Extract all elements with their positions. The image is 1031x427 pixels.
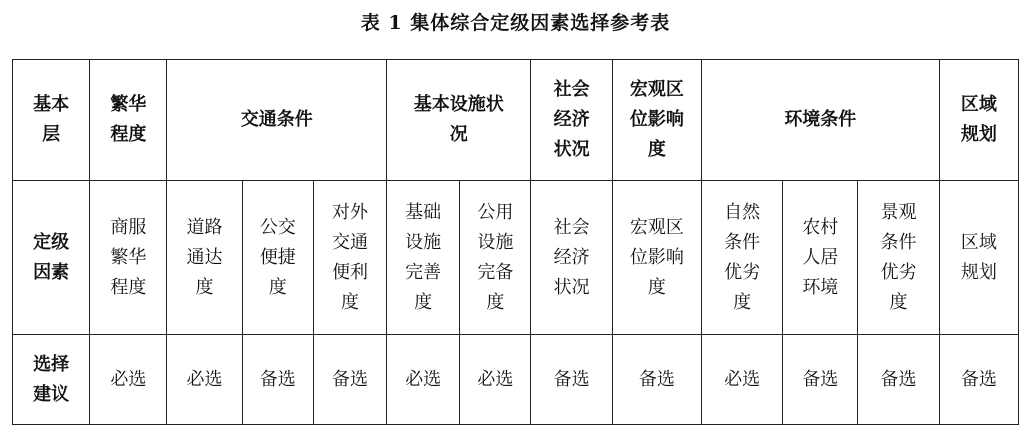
basic-layer-cell: 社会 经济 状况 (531, 60, 612, 181)
suggestion-cell: 必选 (701, 335, 782, 425)
factor-cell: 基础 设施 完善 度 (387, 181, 460, 335)
row-header-grading-factor: 定级 因素 (13, 181, 90, 335)
factor-cell: 公用 设施 完备 度 (460, 181, 531, 335)
factor-cell: 区域 规划 (939, 181, 1018, 335)
suggestion-cell: 必选 (460, 335, 531, 425)
suggestion-cell: 必选 (387, 335, 460, 425)
basic-layer-cell: 环境条件 (701, 60, 939, 181)
suggestion-cell: 必选 (90, 335, 167, 425)
basic-layer-cell: 区域 规划 (939, 60, 1018, 181)
factor-cell: 道路 通达 度 (167, 181, 242, 335)
basic-layer-cell: 交通条件 (167, 60, 387, 181)
factor-cell: 自然 条件 优劣 度 (701, 181, 782, 335)
suggestion-cell: 备选 (531, 335, 612, 425)
grading-factor-row (13, 181, 1019, 335)
factor-cell: 社会 经济 状况 (531, 181, 612, 335)
suggestion-cell: 备选 (612, 335, 701, 425)
factor-cell: 农村 人居 环境 (783, 181, 858, 335)
suggestion-cell: 备选 (939, 335, 1018, 425)
factor-cell: 公交 便捷 度 (242, 181, 313, 335)
row-header-basic-layer: 基本 层 (13, 60, 90, 181)
table-caption: 表 1 集体综合定级因素选择参考表 (360, 12, 671, 34)
row-header-suggestion: 选择 建议 (13, 335, 90, 425)
factor-selection-table (12, 59, 1019, 425)
factor-cell: 商服 繁华 程度 (90, 181, 167, 335)
factor-cell: 宏观区 位影响 度 (612, 181, 701, 335)
suggestion-row (13, 335, 1019, 425)
suggestion-cell: 备选 (313, 335, 386, 425)
suggestion-cell: 必选 (167, 335, 242, 425)
factor-cell: 对外 交通 便利 度 (313, 181, 386, 335)
factor-cell: 景观 条件 优劣 度 (858, 181, 939, 335)
suggestion-cell: 备选 (858, 335, 939, 425)
basic-layer-cell: 宏观区 位影响 度 (612, 60, 701, 181)
basic-layer-cell: 基本设施状 况 (387, 60, 531, 181)
suggestion-cell: 备选 (783, 335, 858, 425)
suggestion-cell: 备选 (242, 335, 313, 425)
basic-layer-cell: 繁华 程度 (90, 60, 167, 181)
basic-layer-row (13, 60, 1019, 181)
